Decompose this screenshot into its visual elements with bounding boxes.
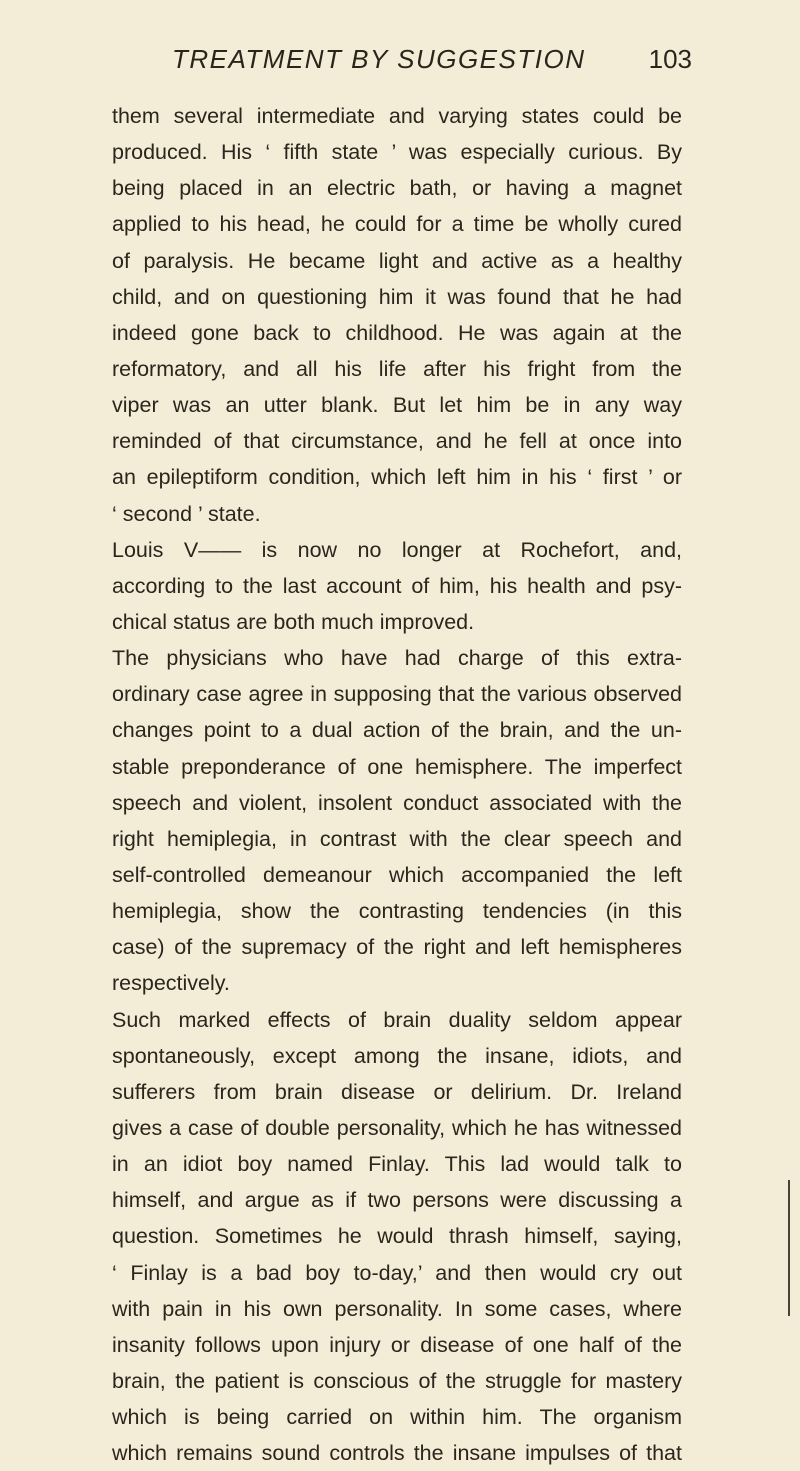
text-line: child, and on questioning him it was found that he had (112, 284, 682, 309)
text-line: in an idiot boy named Finlay. This lad would talk to (112, 1152, 682, 1177)
text-line: according to the last account of him, his health and psy- (112, 573, 682, 598)
text-line: an epileptiform condition, which left him in his ‘ first ’ or (112, 465, 682, 490)
text-line: Louis V—— is now no longer at Rochefort, and, (112, 537, 682, 562)
text-line: ordinary case agree in supposing that the various observed (112, 682, 682, 707)
page-edge-rule (788, 1180, 790, 1316)
text-line: of paralysis. He became light and active as a healthy (112, 248, 682, 273)
text-line: sufferers from brain disease or delirium. Dr. Ireland (112, 1079, 682, 1104)
text-line: respectively. (112, 971, 230, 996)
text-line: brain, the patient is conscious of the struggle for mastery (112, 1368, 682, 1393)
text-line: himself, and argue as if two persons were discussing a (112, 1188, 682, 1213)
text-line: produced. His ‘ fifth state ’ was especially curious. By (112, 140, 682, 165)
text-line: being placed in an electric bath, or having a magnet (112, 176, 682, 201)
text-line: self-controlled demeanour which accompanied the left (112, 862, 682, 887)
text-line: The physicians who have had charge of this extra- (112, 646, 682, 671)
text-line: viper was an utter blank. But let him be in any way (112, 393, 682, 418)
text-line: case) of the supremacy of the right and left hemispheres (112, 935, 682, 960)
text-line: stable preponderance of one hemisphere. The imperfect (112, 754, 682, 779)
body-text (112, 98, 682, 1471)
text-line: question. Sometimes he would thrash himself, saying, (112, 1224, 682, 1249)
text-line: which is being carried on within him. The organism (112, 1405, 682, 1430)
text-line: gives a case of double personality, which he has witnessed (112, 1115, 682, 1140)
text-line: changes point to a dual action of the brain, and the un- (112, 718, 682, 743)
text-line: Such marked effects of brain duality seldom appear (112, 1007, 682, 1032)
text-line: reminded of that circumstance, and he fell at once into (112, 429, 682, 454)
text-line: them several intermediate and varying states could be (112, 104, 682, 128)
text-line: applied to his head, he could for a time be wholly cured (112, 212, 682, 237)
text-line: spontaneously, except among the insane, idiots, and (112, 1043, 682, 1068)
text-line: speech and violent, insolent conduct associated with the (112, 790, 682, 815)
text-line: chical status are both much improved. (112, 609, 475, 634)
text-line: ‘ second ’ state. (112, 501, 261, 526)
running-head (112, 44, 692, 84)
text-line: insanity follows upon injury or disease of one half of the (112, 1332, 682, 1357)
text-line: indeed gone back to childhood. He was again at the (112, 320, 682, 345)
text-line: which remains sound controls the insane impulses of that (112, 1441, 682, 1466)
text-line: ‘ Finlay is a bad boy to-day,’ and then would cry out (112, 1260, 682, 1285)
running-head-title: TREATMENT BY SUGGESTION (172, 44, 586, 74)
text-line: with pain in his own personality. In some cases, where (112, 1296, 682, 1321)
text-line: hemiplegia, show the contrasting tendencies (in this (112, 899, 682, 924)
page-number: 103 (648, 44, 692, 74)
text-line: right hemiplegia, in contrast with the clear speech and (112, 826, 682, 851)
text-line: reformatory, and all his life after his fright from the (112, 356, 682, 381)
